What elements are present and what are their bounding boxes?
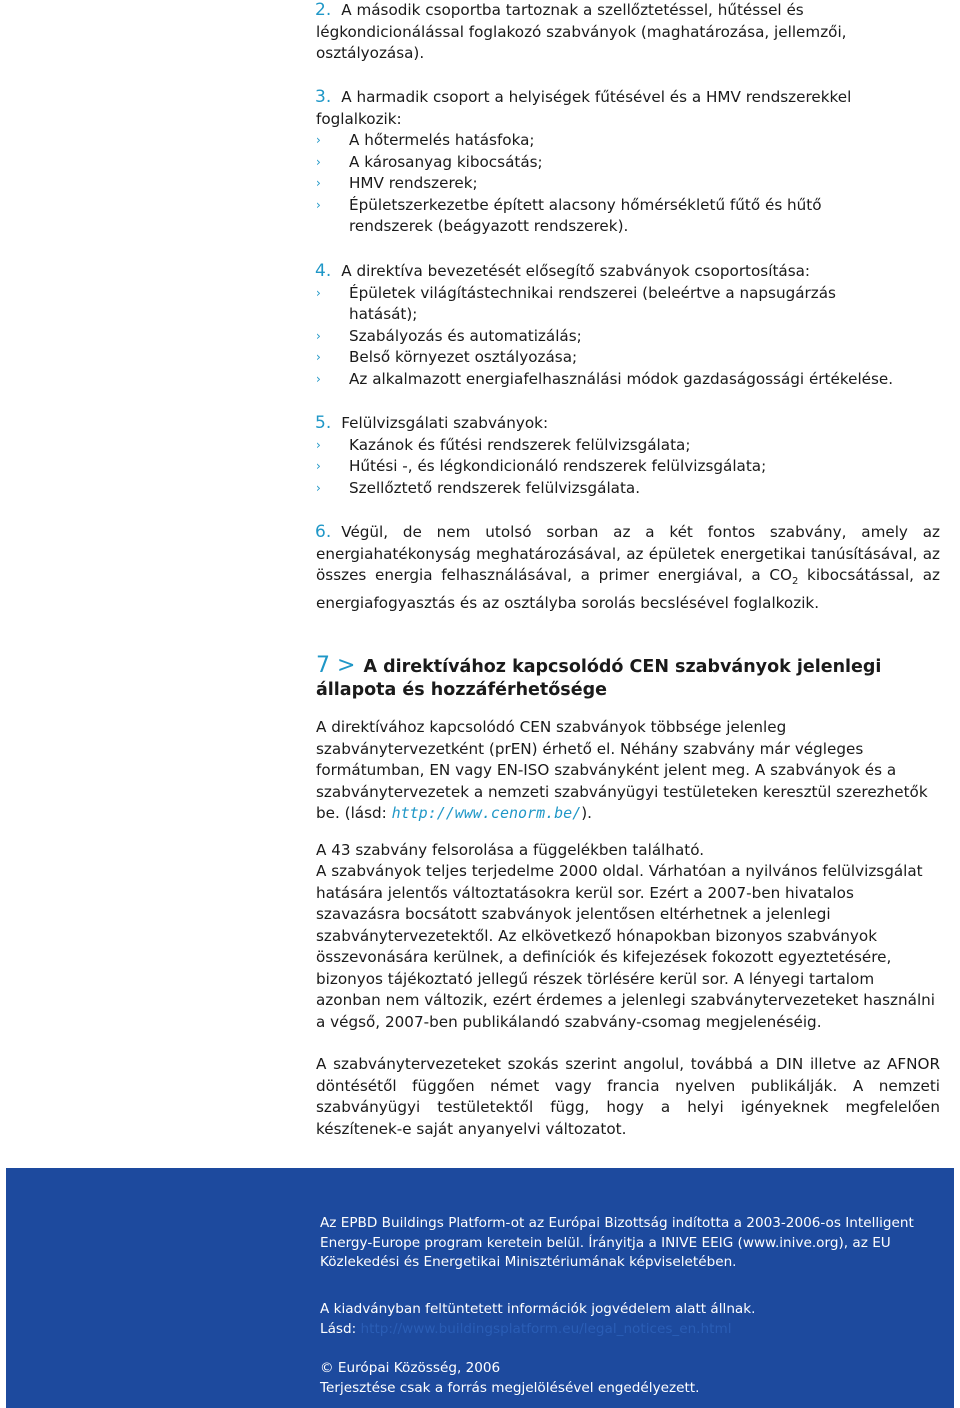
item-number: 6. — [315, 522, 332, 542]
footer-text: Az EPBD Buildings Platform-ot az Európai Bizottság indította a 2003-2006-os Intelligent Energy-Europe program keretein belül. Írányitja a INIVE EEIG (www.inive.org), az EU Közlekedési és Energetikai Minisztériumának képviseletében. — [320, 1215, 914, 1270]
bullet-item: › Szellőztető rendszerek felülvizsgálata. — [316, 478, 946, 500]
bullet-item: › Az alkalmazott energiafelhasználási módok gazdaságossági értékelése. — [316, 369, 960, 391]
paragraph: A direktívához kapcsolódó CEN szabványok többsége jelenleg szabványtervezetként (prEN) érhető el. Néhány szabvány már végleges formátumban, EN vagy EN-ISO szabványként jelent meg. A szabványok és a szabványtervezetek a nemzeti szabványügyi testületeken keresztül szerezhetők be. (lásd: http://www.cenorm.be/). — [316, 718, 928, 822]
chevron-right-icon: › — [316, 371, 321, 386]
item-text: A direktíva bevezetését elősegítő szabványok csoportosítása: — [341, 262, 811, 280]
bullet-item: › Épületszerkezetbe épített alacsony hőmérsékletű fűtő és hűtő rendszerek (beágyazott rendszerek). — [316, 195, 822, 235]
bullet-item: › A hőtermelés hatásfoka; — [316, 130, 916, 152]
chevron-right-icon: › — [316, 459, 321, 473]
chevron-right-icon: › — [316, 133, 321, 147]
section-title: A direktívához kapcsolódó CEN szabványok jelenlegi állapota és hozzáférhetősége — [316, 657, 882, 700]
bullet-list — [316, 283, 946, 391]
item-text: foglalkozik: — [316, 109, 402, 128]
item-text: kibocsátással, az energiafogyasztás és az osztályba sorolás becslésével foglalkozik. — [316, 566, 940, 612]
item-text: osztályozása). — [316, 44, 425, 62]
list-item-5 — [316, 413, 946, 499]
chevron-right-icon: › — [316, 176, 321, 190]
bullet-list — [316, 130, 916, 238]
cenorm-link[interactable]: http://www.cenorm.be/ — [391, 804, 582, 822]
subscript: 2 — [791, 576, 799, 588]
list-item-3 — [316, 87, 916, 238]
list-item-2 — [316, 0, 946, 65]
bullet-item: › Épületek világítástechnikai rendszerei (beleértve a napsugárzás hatását); — [316, 283, 836, 323]
bullet-item: › Belső környezet osztályozása; — [316, 347, 946, 369]
item-text: légkondicionálással foglakozó szabványok (maghatározása, jellemzői, — [316, 22, 847, 41]
list-item-4 — [316, 261, 946, 390]
list-item-6 — [316, 522, 940, 614]
chevron-right-icon: › — [316, 328, 321, 343]
item-text: A második csoportba tartoznak a szellőztetéssel, hűtéssel és — [341, 1, 804, 19]
paragraph: A szabványtervezeteket szokás szerint angolul, továbbá a DIN illetve az AFNOR döntésétől függően német vagy francia nyelven publikálják. A nemzeti szabványügyi testületektől függ, hogy a helyi igényeknek megfelelően készítenek-e saját anyanyelvi változatot. — [316, 1055, 940, 1138]
bullet-item: › HMV rendszerek; — [316, 173, 916, 195]
section-heading — [316, 654, 940, 702]
chevron-right-icon: › — [316, 480, 321, 495]
item-text: Végül, de nem utolsó sorban az a két fontos szabvány, amely az energiahatékonyság meghatározásával, az épületek energetikai tanúsításával, az összes energia felhasználásával, a primer energiával, a CO — [316, 523, 940, 584]
bullet-item: › A károsanyag kibocsátás; — [316, 152, 916, 174]
bullet-list — [316, 435, 946, 500]
item-text: A harmadik csoport a helyiségek fűtésével és a HMV rendszerekkel — [341, 88, 852, 106]
footer-banner — [6, 1168, 954, 1408]
bullet-item: › Kazánok és fűtési rendszerek felülvizsgálata; — [316, 435, 946, 457]
item-text: Felülvizsgálati szabványok: — [341, 414, 549, 432]
chevron-right-icon: › — [316, 197, 321, 212]
item-number: 3. — [315, 87, 332, 107]
item-number: 5. — [315, 413, 332, 433]
bullet-item: › Hűtési -, és légkondicionáló rendszerek felülvizsgálata; — [316, 456, 946, 478]
section-7 — [316, 654, 940, 1140]
legal-notices-link[interactable]: http://www.buildingsplatform.eu/legal_notices_en.html — [360, 1320, 732, 1337]
section-number: 7 > — [316, 653, 356, 678]
footer-copyright: © Európai Közösség, 2006 Terjesztése csak a forrás megjelölésével engedélyezett. — [320, 1360, 700, 1396]
footer-legal: A kiadványban feltüntetett információk jogvédelem alatt állnak. Lásd: http://www.buildingsplatform.eu/legal_notices_en.html — [320, 1301, 756, 1337]
item-number: 2. — [315, 0, 332, 20]
chevron-right-icon: › — [316, 285, 321, 300]
chevron-right-icon: › — [316, 154, 321, 169]
item-number: 4. — [315, 261, 332, 281]
chevron-right-icon: › — [316, 350, 321, 364]
chevron-right-icon: › — [316, 437, 321, 452]
bullet-item: › Szabályozás és automatizálás; — [316, 326, 946, 348]
paragraph: A 43 szabvány felsorolása a függelékben található. A szabványok teljes terjedelme 2000 oldal. Várhatóan a nyilvános felülvizsgálat hatására jelentős változtatásokra kerül sor. Ezért a 2007-ben hivatalos szavazásra bocsátott szabványok jelentősen eltérhetnek a jelenlegi szabványtervezetektől. Az elkövetkező hónapokban bizonyos szabványok összevonására kerülnek, a definíciók és kifejezések fokozott egyeztetésére, bizonyos tájékoztató jellegű részek törlésére kerül sor. A lényegi tartalom azonban nem változik, ezért érdemes a jelenlegi szabványtervezeteket használni a végső, 2007-ben publikálandó szabvány-csomag megjelenéséig. — [316, 840, 936, 1031]
